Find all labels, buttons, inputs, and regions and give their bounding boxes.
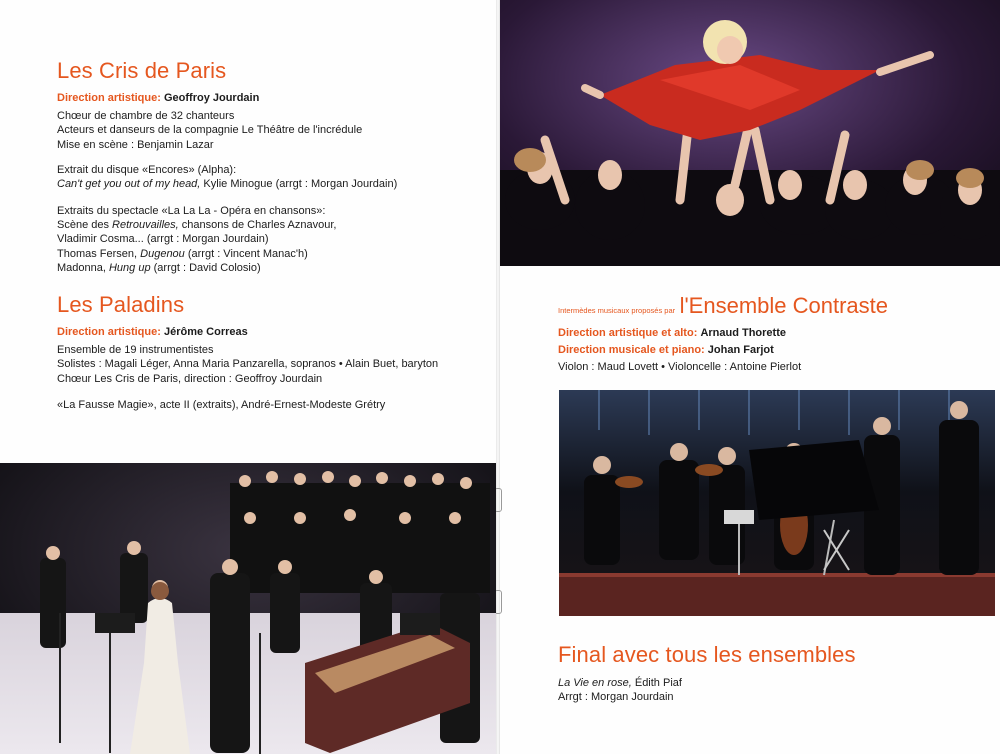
cris-credits: Direction artistique: Geoffroy Jourdain Chœur de chambre de 32 chanteurs Acteurs et danseurs de la compagnie Le Théâtre de l'incrédule Mise en scène : Benjamin Lazar: [57, 91, 477, 152]
cris-disque-head: Extrait du disque «Encores» (Alpha):: [57, 164, 237, 176]
performance-photo: [500, 0, 1000, 266]
cris-spectacle: Extraits du spectacle «La La La - Opéra en chansons»: Scène des Retrouvailles, chansons de Charles Aznavour, Vladimir Cosma... (arrgt : Morgan Jourdain) Thomas Fersen, Dugenou (arrgt : Vincent Manac'h) Madonna, Hung up (arrgt : David Colosio): [57, 204, 477, 275]
cris-line-actors: Acteurs et danseurs de la compagnie Le Théâtre de l'incrédule: [57, 124, 363, 137]
contraste-dir2-label: Direction musicale et piano: [558, 344, 702, 357]
cris-line-choir: Chœur de chambre de 32 chanteurs: [57, 110, 235, 123]
contraste-dir2-name: Johan Farjot: [707, 344, 774, 357]
contraste-credits: Direction artistique et alto: Arnaud Thorette Direction musicale et piano: Johan Farjot Violon : Maud Lovett • Violoncelle : Antoine Pierlot: [558, 326, 978, 375]
cris-line-staging: Mise en scène : Benjamin Lazar: [57, 138, 214, 151]
cris-disque-song: Can't get you out of my head,: [57, 178, 201, 191]
contraste-strings: Violon : Maud Lovett • Violoncelle : Antoine Pierlot: [558, 361, 802, 374]
paladins-director-name: Jérôme Correas: [163, 326, 248, 338]
contraste-dir1-name: Arnaud Thorette: [700, 327, 786, 339]
ensemble-photo: [559, 390, 995, 616]
final-song: La Vie en rose,: [558, 677, 632, 689]
contraste-heading: [558, 293, 888, 319]
cris-director-label: Direction artistique: [57, 92, 158, 104]
paladins-title: Les Paladins: [57, 292, 185, 317]
final-title: Final avec tous les ensembles: [558, 642, 856, 667]
paladins-credits: Direction artistique: Jérôme Correas Ensemble de 19 instrumentistes Solistes : Magali Léger, Anna Maria Panzarella, sopranos • Alain Buet, baryton Chœur Les Cris de Paris, direction : Geoffroy Jourdain «La Fausse Magie», acte II (extraits), André-Ernest-Modeste Grétry: [57, 325, 477, 412]
cris-disque: Extrait du disque «Encores» (Alpha): Can't get you out of my head, Kylie Minogue (arrgt : Morgan Jourdain): [57, 163, 477, 191]
paladins-work: «La Fausse Magie», acte II (extraits), André-Ernest-Modeste Grétry: [57, 398, 386, 411]
cris-spectacle-head: Extraits du spectacle «La La La - Opéra en chansons»:: [57, 205, 326, 217]
final-arrangement: Arrgt : Morgan Jourdain: [558, 691, 674, 704]
final-credits: [558, 676, 978, 704]
final-artist: Édith Piaf: [631, 677, 682, 689]
cris-director-name: Geoffroy Jourdain: [163, 92, 260, 104]
orchestra-photo: [0, 463, 496, 754]
paladins-director-label: Direction artistique: [57, 326, 158, 338]
contraste-title: l'Ensemble Contraste: [679, 293, 889, 318]
contraste-dir1-label: Direction artistique et alto: [558, 327, 694, 339]
cris-title: Les Cris de Paris: [57, 58, 227, 83]
contraste-intro: Intermèdes musicaux proposés par: [558, 306, 676, 315]
